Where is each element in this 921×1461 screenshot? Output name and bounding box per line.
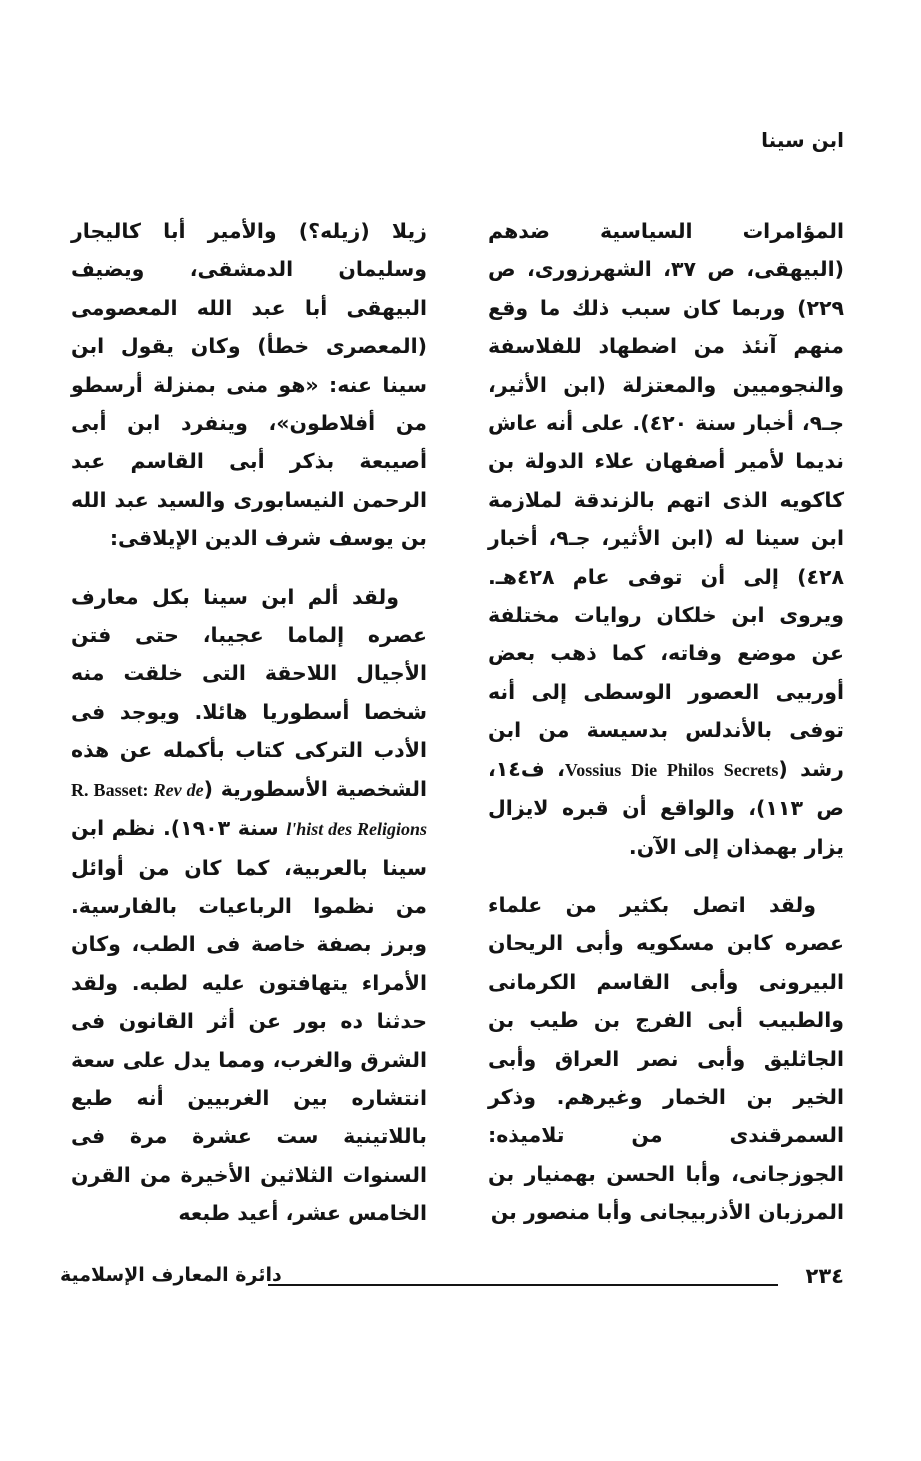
page-footer	[60, 1264, 844, 1304]
paragraph-text: ، ف١٤، ص ١١٣)، والواقع أن قبره لايزال يزار بهمذان إلى الآن.	[488, 756, 844, 859]
latin-citation-title: Rev de l'hist des Religions	[153, 779, 428, 840]
paragraph-text: ولقد ألم ابن سينا بكل معارف عصره إلماما عجيبا، حتى فتن الأجيال اللاحقة التى خلقت منه شخصا أسطوريا هائلا. ويوجد فى الأدب التركى كتاب بأكمله عن هذه الشخصية الأسطورية (	[71, 584, 427, 801]
right-column	[488, 212, 844, 1232]
paragraph	[488, 212, 844, 866]
paragraph	[71, 578, 427, 1233]
latin-citation: R. Basset:	[71, 779, 154, 800]
paragraph-text: المؤامرات السياسية ضدهم (البيهقى، ص ٣٧، الشهرزورى، ص ٢٢٩) وربما كان سبب ذلك ما وقع منهم آنئذ من اضطهاد للفلاسفة والنجوميين والمعتزلة (ابن الأثير، جـ٩، أخبار سنة ٤٢٠). على أنه عاش نديما لأمير أصفهان علاء الدولة بن كاكويه الذى اتهم بالزندقة لملازمة ابن سينا له (ابن الأثير، جـ٩، أخبار ٤٢٨) إلى أن توفى عام ٤٢٨هـ. ويروى ابن خلكان روايات مختلفة عن موضع وفاته، كما ذهب بعض أوربيى العصور الوسطى إلى أنه توفى بالأندلس بدسيسة من ابن رشد (	[488, 219, 844, 781]
paragraph-text: زيلا (زيله؟) والأمير أبا كاليجار وسليمان الدمشقى، ويضيف البيهقى أبا عبد الله المعصومى (المعصرى خطأ) وكان يقول ابن سينا عنه: «هو منى بمنزلة أرسطو من أفلاطون»، وينفرد ابن أبى أصيبعة بذكر أبى القاسم عبد الرحمن النيسابورى والسيد عبد الله بن يوسف شرف الدين الإيلاقى:	[71, 219, 427, 551]
latin-citation: Vossius Die Philos Secrets	[564, 759, 779, 780]
publication-title: دائرة المعارف الإسلامية	[60, 1264, 282, 1286]
paragraph-text: ولقد اتصل بكثير من علماء عصره كابن مسكويه وأبى الريحان البيرونى وأبى القاسم الكرمانى والطبيب أبى الفرج بن طيب بن الجاثليق وأبى نصر العراق وأبى الخير بن الخمار وغيرهم. وذكر السمرقندى من تلاميذه: الجوزجانى، وأبا الحسن بهمنيار بن المرزبان الأذربيجانى وأبا منصور بن	[488, 892, 844, 1225]
paragraph-text: سنة ١٩٠٣). نظم ابن سينا بالعربية، كما كان من أوائل من نظموا الرباعيات بالفارسية. وبرز بصفة خاصة فى الطب، وكان الأمراء يتهافتون عليه لطبه. ولقد حدثنا ده بور عن أثر القانون فى الشرق والغرب، ومما يدل على سعة انتشاره بين الغربيين أنه طبع باللاتينية ست عشرة مرة فى السنوات الثلاثين الأخيرة من القرن الخامس عشر، أعيد طبعه	[71, 816, 427, 1226]
paragraph	[71, 212, 427, 558]
footer-rule	[268, 1284, 778, 1286]
left-column	[71, 212, 427, 1233]
running-header: ابن سينا	[761, 128, 844, 152]
page-number: ٢٣٤	[805, 1264, 844, 1288]
paragraph	[488, 886, 844, 1232]
